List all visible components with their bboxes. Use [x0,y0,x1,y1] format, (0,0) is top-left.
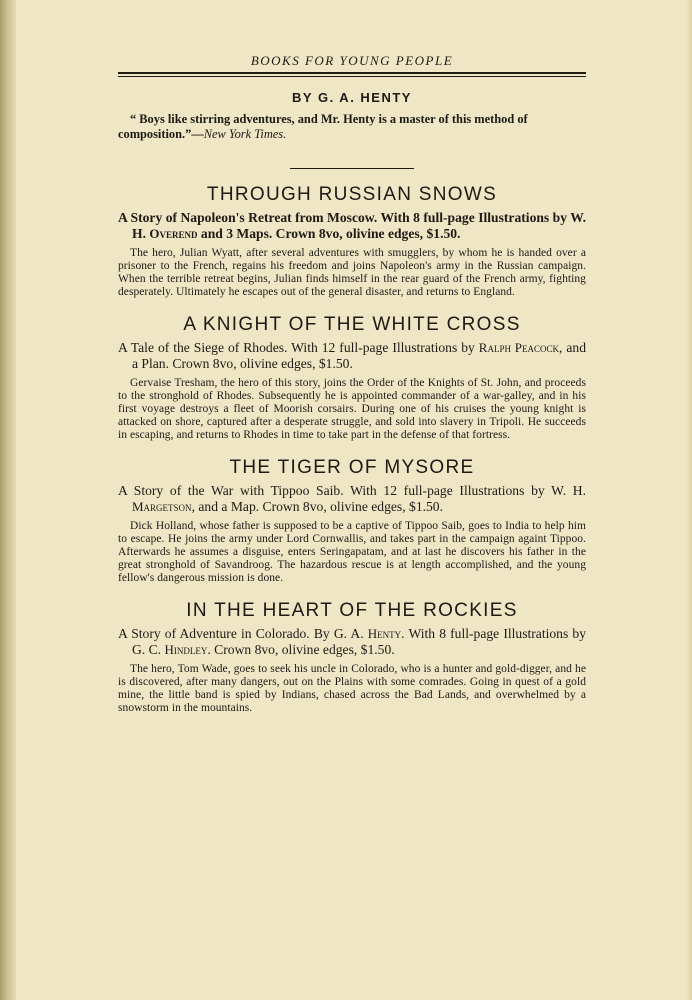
description-fragment: Henty [367,626,402,641]
description-fragment: , and a Map. Crown 8vo, olivine edges, $1.50. [191,499,444,514]
quote-source: New York Times. [203,127,287,141]
page-edge [686,0,692,1000]
running-head: BOOKS FOR YOUNG PEOPLE [250,53,454,68]
quote-text: “ Boys like stirring adventures, and Mr. Henty is a master of this method of composition.”— [118,112,528,141]
header-rule-thick [118,72,586,74]
description-fragment: , and a Plan. Crown 8vo, olivine edges, $1.50. [132,340,586,371]
header-rule-thin [118,76,586,77]
author-heading: BY G. A. HENTY [292,90,412,105]
description-fragment: Hindley [164,642,208,657]
book-entry [118,599,586,715]
book-entry [118,313,586,442]
book-title: THE TIGER OF MYSORE [229,457,475,478]
description-fragment: Margetson [132,499,192,514]
section-divider [290,168,414,169]
book-list [118,183,586,715]
book-title: A KNIGHT OF THE WHITE CROSS [183,314,521,335]
description-fragment: . Crown 8vo, olivine edges, $1.50. [207,642,395,657]
book-description [118,210,586,242]
description-fragment: A Story of the War with Tippoo Saib. With 12 full-page Illustrations by W. H. [118,483,586,498]
book-description [118,483,586,515]
book-entry [118,183,586,299]
book-summary: The hero, Tom Wade, goes to seek his uncle in Colorado, who is a hunter and gold-digger, and he is discovered, after many dangers, out on the Plains with some comrades. Going in quest of a gold mine, the little band is spied by Indians, chased across the Bad Lands, and overwhelmed by a snowstorm in the mountains. [118,663,586,714]
description-fragment: and 3 Maps. Crown 8vo, olivine edges, $1.50. [197,226,461,241]
book-summary: The hero, Julian Wyatt, after several adventures with smugglers, by whom he is handed over a prisoner to the French, regains his freedom and joins Napoleon's army in the Russian campaign. When the terrible retreat begins, Julian finds himself in the rear guard of the French army, fighting desperately. Ultimately he escapes out of the general disaster, and returns to England. [118,247,586,298]
description-fragment: A Tale of the Siege of Rhodes. With 12 full-page Illustrations by [118,340,479,355]
description-fragment: . With 8 full-page Illustrations by G. C. [132,626,586,657]
book-summary: Gervaise Tresham, the hero of this story, joins the Order of the Knights of St. John, and proceeds to the stronghold of Rhodes. Subsequently he is appointed commander of a war-galley, and in his first voyage destroys a fleet of Moorish corsairs. During one of his cruises the young knight is attacked on shore, captured after a desperate struggle, and sold into slavery in Tripoli. He succeeds in escaping, and returns to Rhodes in time to take part in the defense of that fortress. [118,377,586,441]
description-fragment: Overend [149,226,198,241]
book-title: THROUGH RUSSIAN SNOWS [206,184,498,205]
book-entry [118,456,586,585]
review-quote [118,112,586,142]
description-fragment: A Story of Napoleon's Retreat from Moscow. With 8 full-page Illustrations by W. H. [118,210,586,241]
book-description [118,626,586,658]
catalog-page [118,52,586,715]
book-description [118,340,586,372]
book-title: IN THE HEART OF THE ROCKIES [186,600,518,621]
description-fragment: Ralph Peacock [478,340,559,355]
book-summary: Dick Holland, whose father is supposed to be a captive of Tippoo Saib, goes to India to help him to escape. He joins the army under Lord Cornwallis, and takes part in the campaign againt Tippoo. Afterwards he assumes a disguise, enters Seringapatam, and at last he discovers his father in the great stronghold of Savandroog. The hazardous rescue is at length accomplished, and the young fellow's dangerous mission is done. [118,520,586,584]
description-fragment: A Story of Adventure in Colorado. By G. A. [118,626,368,641]
page-binding-shadow [0,0,16,1000]
